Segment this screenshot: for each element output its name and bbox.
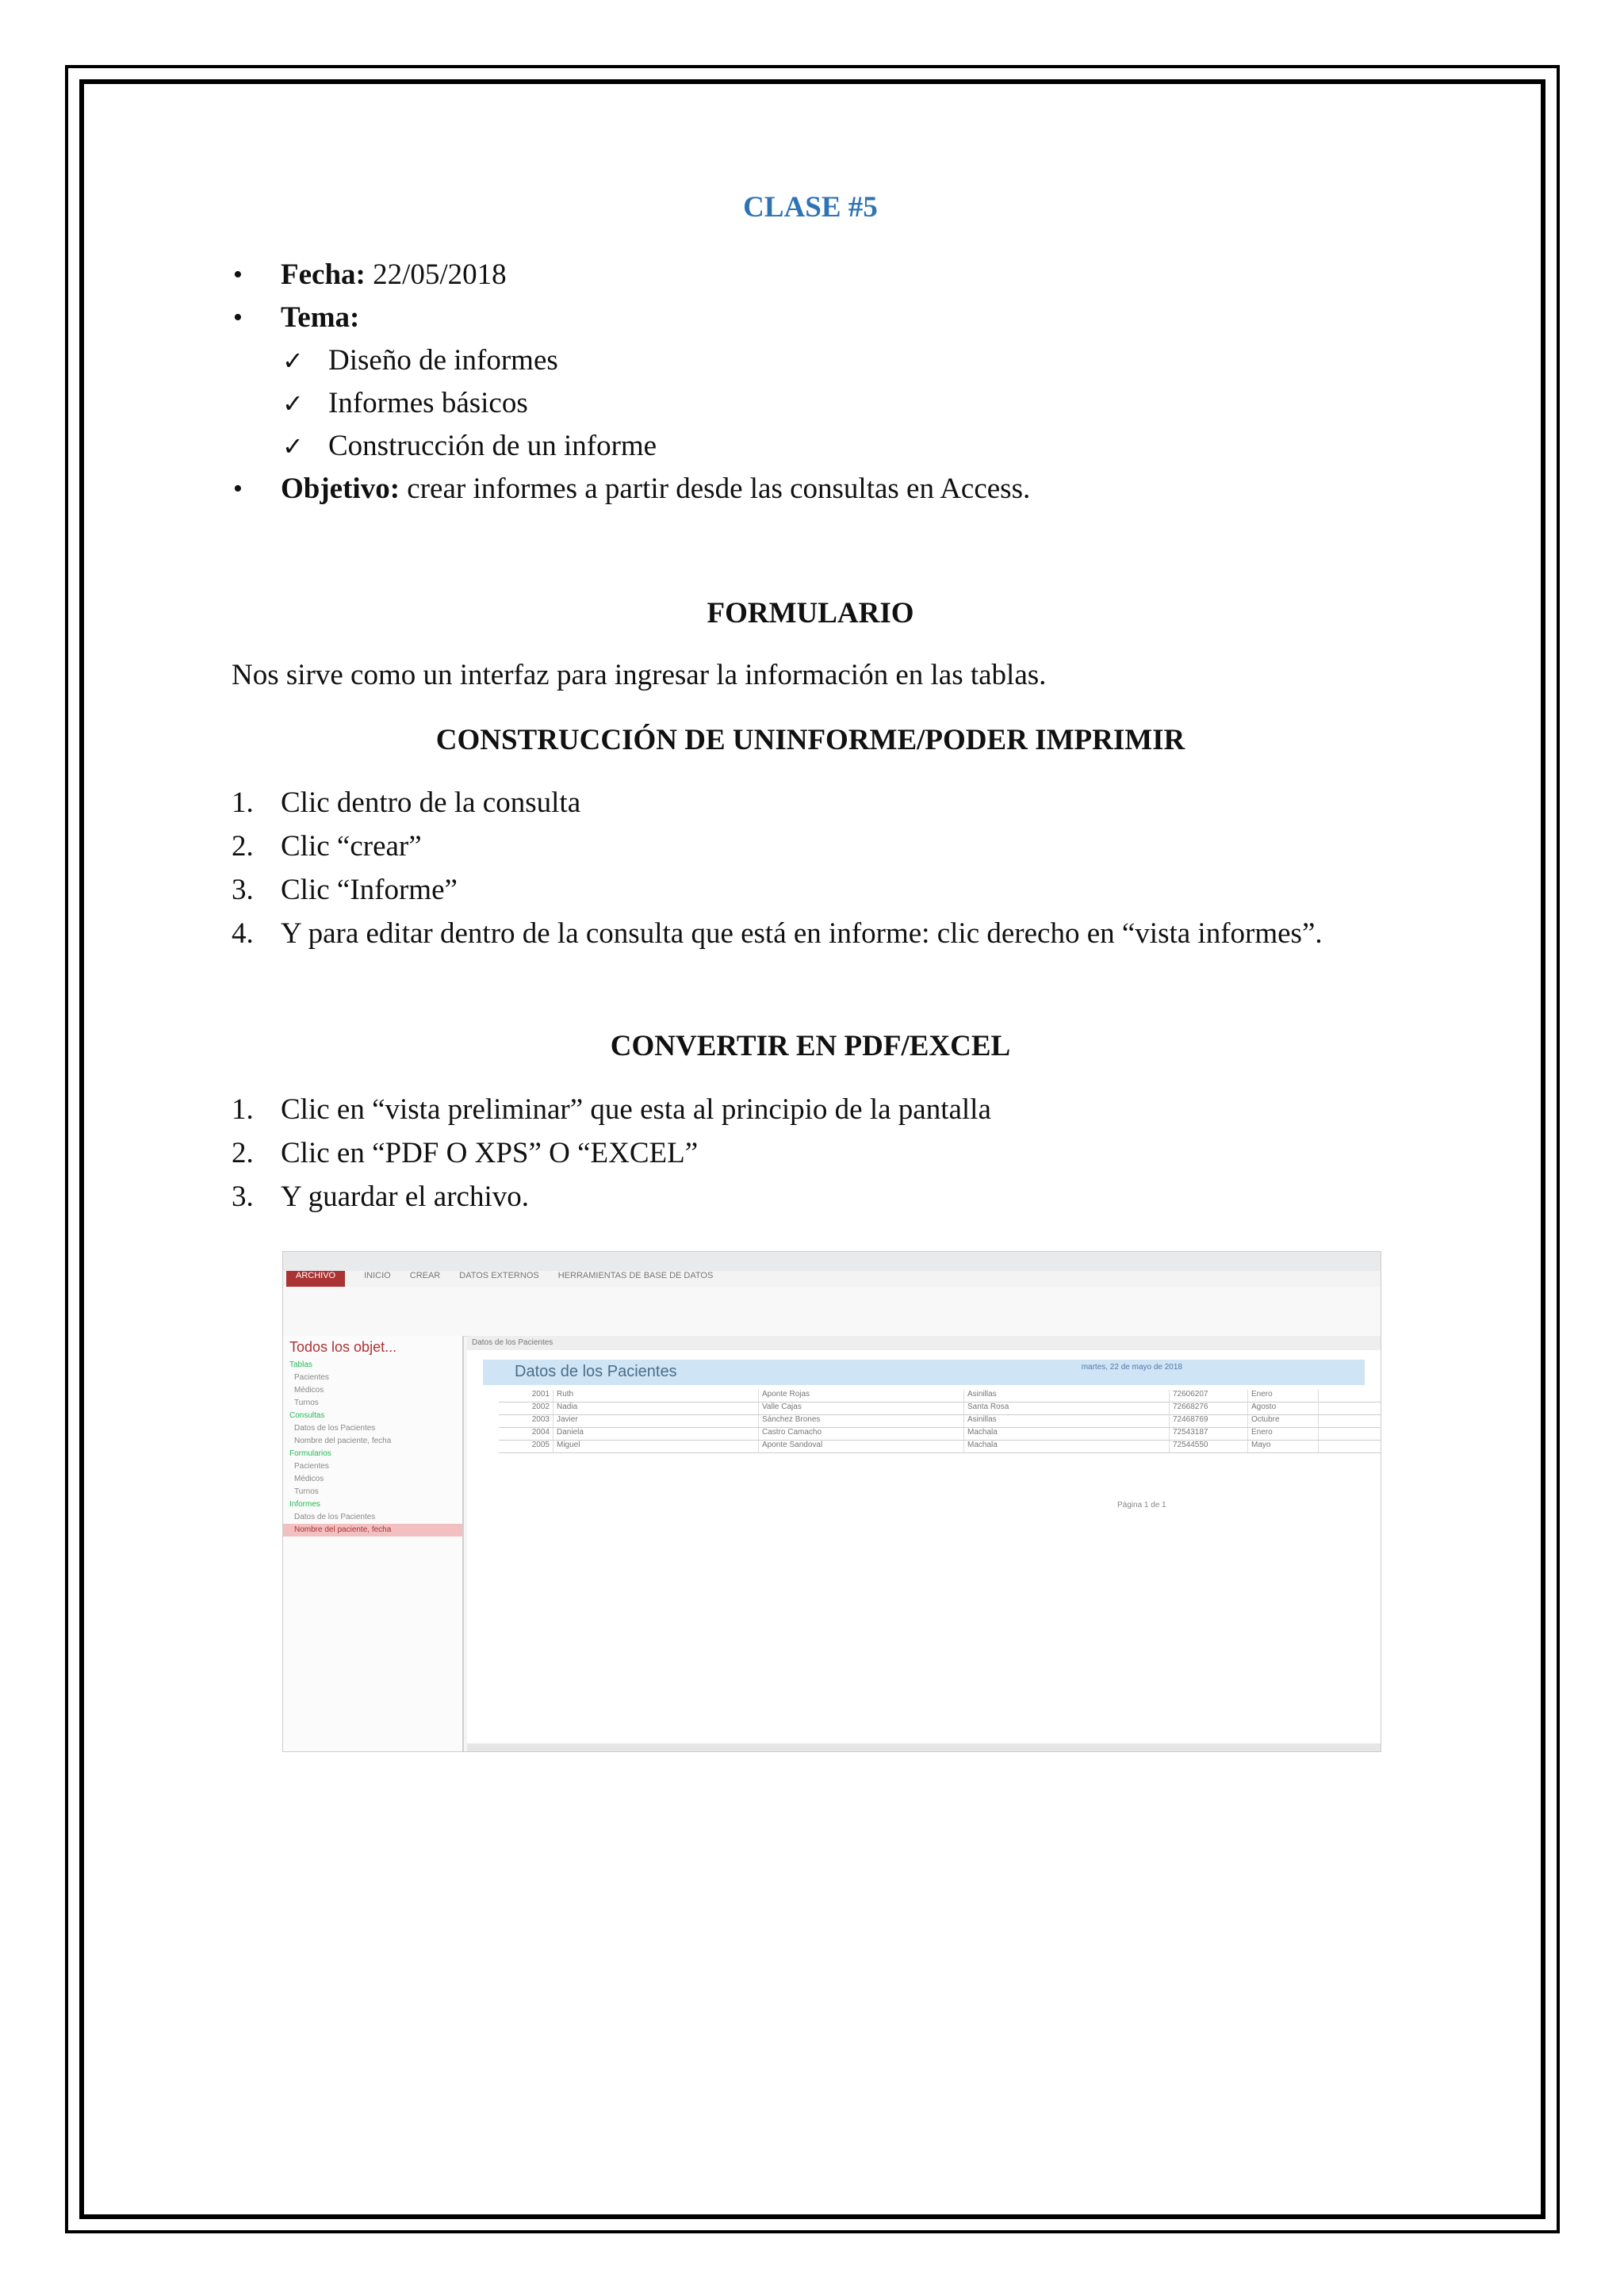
ss-nav-item: Médicos (294, 1386, 324, 1395)
ss-nav-section: Formularios (289, 1449, 331, 1458)
convertir-heading: CONVERTIR EN PDF/EXCEL (610, 1030, 1011, 1062)
tema-bullet (232, 297, 1389, 468)
convertir-steps (232, 1088, 1389, 1219)
step-item: 2. Clic en “PDF O XPS” O “EXCEL” (232, 1137, 699, 1169)
ss-ribbon (283, 1287, 1381, 1337)
tema-item: ✓ Diseño de informes (281, 339, 1389, 382)
ss-nav-item: Pacientes (294, 1462, 329, 1471)
table-row: 2003 Javier Sánchez Brones Asinillas 72468769 Octubre (499, 1415, 1381, 1428)
ss-page-number: Página 1 de 1 (1117, 1501, 1166, 1510)
ss-nav-header: Todos los objet... (289, 1339, 397, 1355)
step-item: 1. Clic dentro de la consulta (232, 786, 581, 819)
ss-report-area (467, 1336, 1381, 1751)
step-item: 4. Y para editar dentro de la consulta que está en informe: clic derecho en “vista informes”. (232, 917, 1323, 950)
page-title: CLASE #5 (743, 191, 878, 224)
ss-report-date: martes, 22 de mayo de 2018 (1081, 1363, 1182, 1372)
table-row: 2002 Nadia Valle Cajas Santa Rosa 72668276 Agosto (499, 1402, 1381, 1415)
fecha-value: 22/05/2018 (373, 258, 507, 291)
ss-nav-item: Datos de los Pacientes (294, 1424, 376, 1433)
objetivo-bullet (232, 468, 1389, 511)
construccion-steps (232, 781, 1389, 955)
step-item: 3. Clic “Informe” (232, 874, 458, 906)
ss-tab: Datos de los Pacientes (467, 1336, 1381, 1350)
ss-nav-section: Tablas (289, 1360, 312, 1369)
ss-nav-item: Pacientes (294, 1373, 329, 1382)
ss-report-title: Datos de los Pacientes (515, 1363, 677, 1380)
objetivo-value: crear informes a partir desde las consultas en Access. (407, 473, 1031, 505)
tema-item: ✓ Informes básicos (281, 382, 1389, 425)
fecha-bullet (232, 254, 1389, 297)
ss-menu-item: CREAR (409, 1271, 441, 1280)
ss-nav-section: Consultas (289, 1411, 325, 1420)
formulario-text: Nos sirve como un interfaz para ingresar la información en las tablas. (232, 659, 1047, 691)
ss-nav-item-selected: Nombre del paciente, fecha (283, 1524, 462, 1536)
ss-report-header (483, 1360, 1365, 1385)
step-item: 2. Clic “crear” (232, 830, 422, 863)
ss-horizontal-scrollbar (467, 1743, 1381, 1751)
ss-nav-item: Datos de los Pacientes (294, 1513, 376, 1521)
fecha-label: Fecha: (281, 258, 366, 291)
table-row: 2001 Ruth Aponte Rojas Asinillas 72606207 Enero (499, 1390, 1381, 1402)
access-screenshot (282, 1251, 1381, 1752)
ss-nav-section: Informes (289, 1500, 320, 1509)
ss-nav-item: Turnos (294, 1399, 319, 1407)
ss-report-table (499, 1390, 1381, 1453)
ss-menu-item: DATOS EXTERNOS (459, 1271, 539, 1280)
ss-menubar (283, 1271, 1381, 1287)
ss-nav-item: Médicos (294, 1475, 324, 1483)
step-item: 3. Y guardar el archivo. (232, 1181, 529, 1213)
ss-menu-item: HERRAMIENTAS DE BASE DE DATOS (557, 1271, 714, 1280)
tema-item: ✓ Construcción de un informe (281, 425, 1389, 468)
table-row: 2005 Miguel Aponte Sandoval Machala 72544550 Mayo (499, 1441, 1381, 1453)
ss-menu-file: ARCHIVO (286, 1271, 345, 1287)
info-bullets (232, 254, 1389, 511)
formulario-heading: FORMULARIO (707, 597, 914, 629)
table-row: 2004 Daniela Castro Camacho Machala 72543187 Enero (499, 1428, 1381, 1441)
tema-list (232, 339, 1389, 468)
objetivo-label: Objetivo: (281, 473, 400, 505)
ss-titlebar (283, 1252, 1381, 1271)
ss-nav-item: Nombre del paciente, fecha (294, 1437, 392, 1445)
construccion-heading: CONSTRUCCIÓN DE UNINFORME/PODER IMPRIMIR (435, 724, 1185, 756)
ss-navigation-pane (283, 1336, 464, 1751)
step-item: 1. Clic en “vista preliminar” que esta al principio de la pantalla (232, 1093, 991, 1126)
ss-menu-item: INICIO (364, 1271, 391, 1280)
ss-nav-item: Turnos (294, 1487, 319, 1496)
tema-label: Tema: (281, 301, 360, 334)
